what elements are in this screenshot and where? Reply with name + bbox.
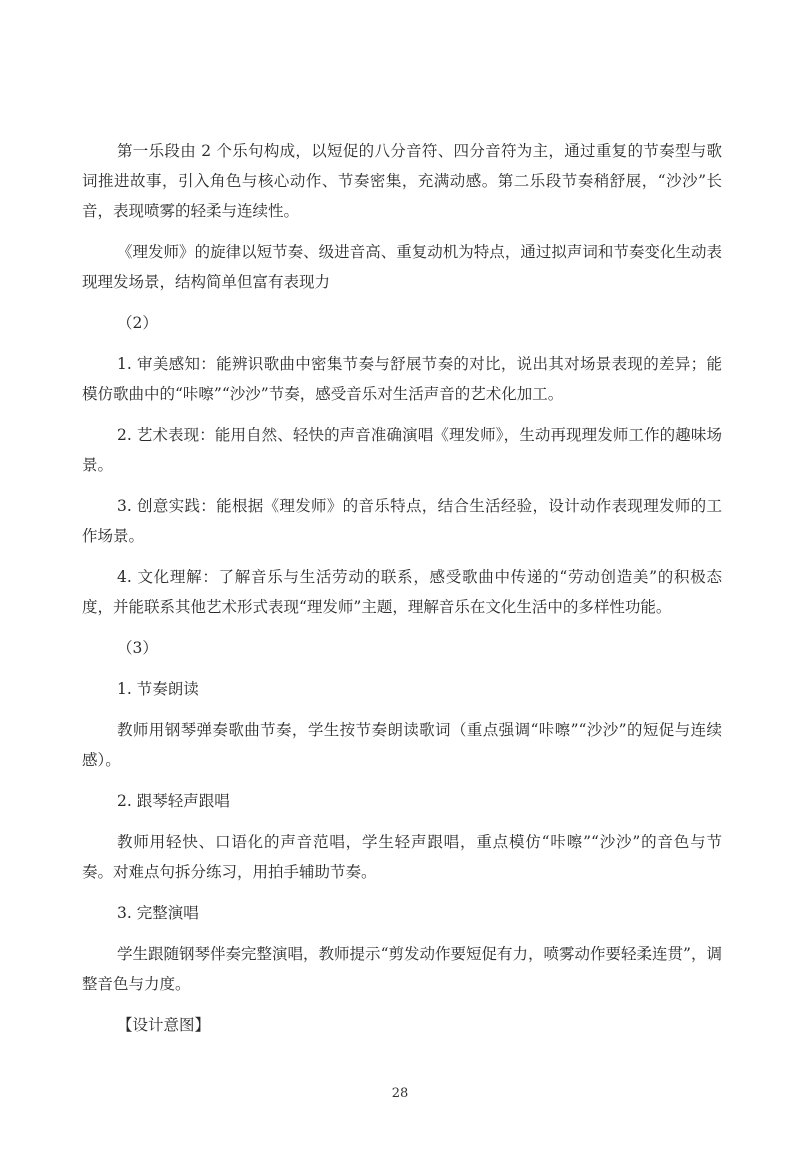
step-text-full-singing: 学生跟随钢琴伴奏完整演唱，教师提示“剪发动作要短促有力，喷雾动作要轻柔连贯”，调整音色与力度。 [82,945,722,993]
step-heading-soft-singing: 2. 跟琴轻声跟唱 [117,792,230,810]
paragraph-melody-summary: 《理发师》的旋律以短节奏、级进音高、重复动机为特点，通过拟声词和节奏变化生动表现理发场景，结构简单但富有表现力 [82,243,722,291]
goal-artistic-expression: 2. 艺术表现：能用自然、轻快的声音准确演唱《理发师》，生动再现理发师工作的趣味场景。 [82,426,722,474]
goal-creative-practice: 3. 创意实践：能根据《理发师》的音乐特点，结合生活经验，设计动作表现理发师的工作场景。 [82,497,722,545]
goal-aesthetic-perception: 1. 审美感知：能辨识歌曲中密集节奏与舒展节奏的对比，说出其对场景表现的差异；能模仿歌曲中的“咔嚓”“沙沙”节奏，感受音乐对生活声音的艺术化加工。 [82,355,722,403]
design-intent-heading: 【设计意图】 [117,1016,211,1034]
goal-cultural-understanding: 4. 文化理解：了解音乐与生活劳动的联系，感受歌曲中传递的“劳动创造美”的积极态度，并能联系其他艺术形式表现“理发师”主题，理解音乐在文化生活中的多样性功能。 [82,568,722,616]
step-heading-full-singing: 3. 完整演唱 [117,904,199,922]
step-text-soft-singing: 教师用轻快、口语化的声音范唱，学生轻声跟唱，重点模仿“咔嚓”“沙沙”的音色与节奏。对难点句拆分练习，用拍手辅助节奏。 [82,833,722,881]
page-number: 28 [391,1086,409,1101]
section-marker-2: （2） [117,314,158,332]
step-heading-rhythm-reading: 1. 节奏朗读 [117,680,199,698]
body-text [82,136,722,1051]
section-marker-3: （3） [117,639,158,657]
step-text-rhythm-reading: 教师用钢琴弹奏歌曲节奏，学生按节奏朗读歌词（重点强调“咔嚓”“沙沙”的短促与连续感）。 [82,721,722,769]
paragraph-melody-structure: 第一乐段由 2 个乐句构成，以短促的八分音符、四分音符为主，通过重复的节奏型与歌词推进故事，引入角色与核心动作、节奏密集，充满动感。第二乐段节奏稍舒展，“沙沙”长音，表现喷雾的轻柔与连续性。 [82,142,722,220]
